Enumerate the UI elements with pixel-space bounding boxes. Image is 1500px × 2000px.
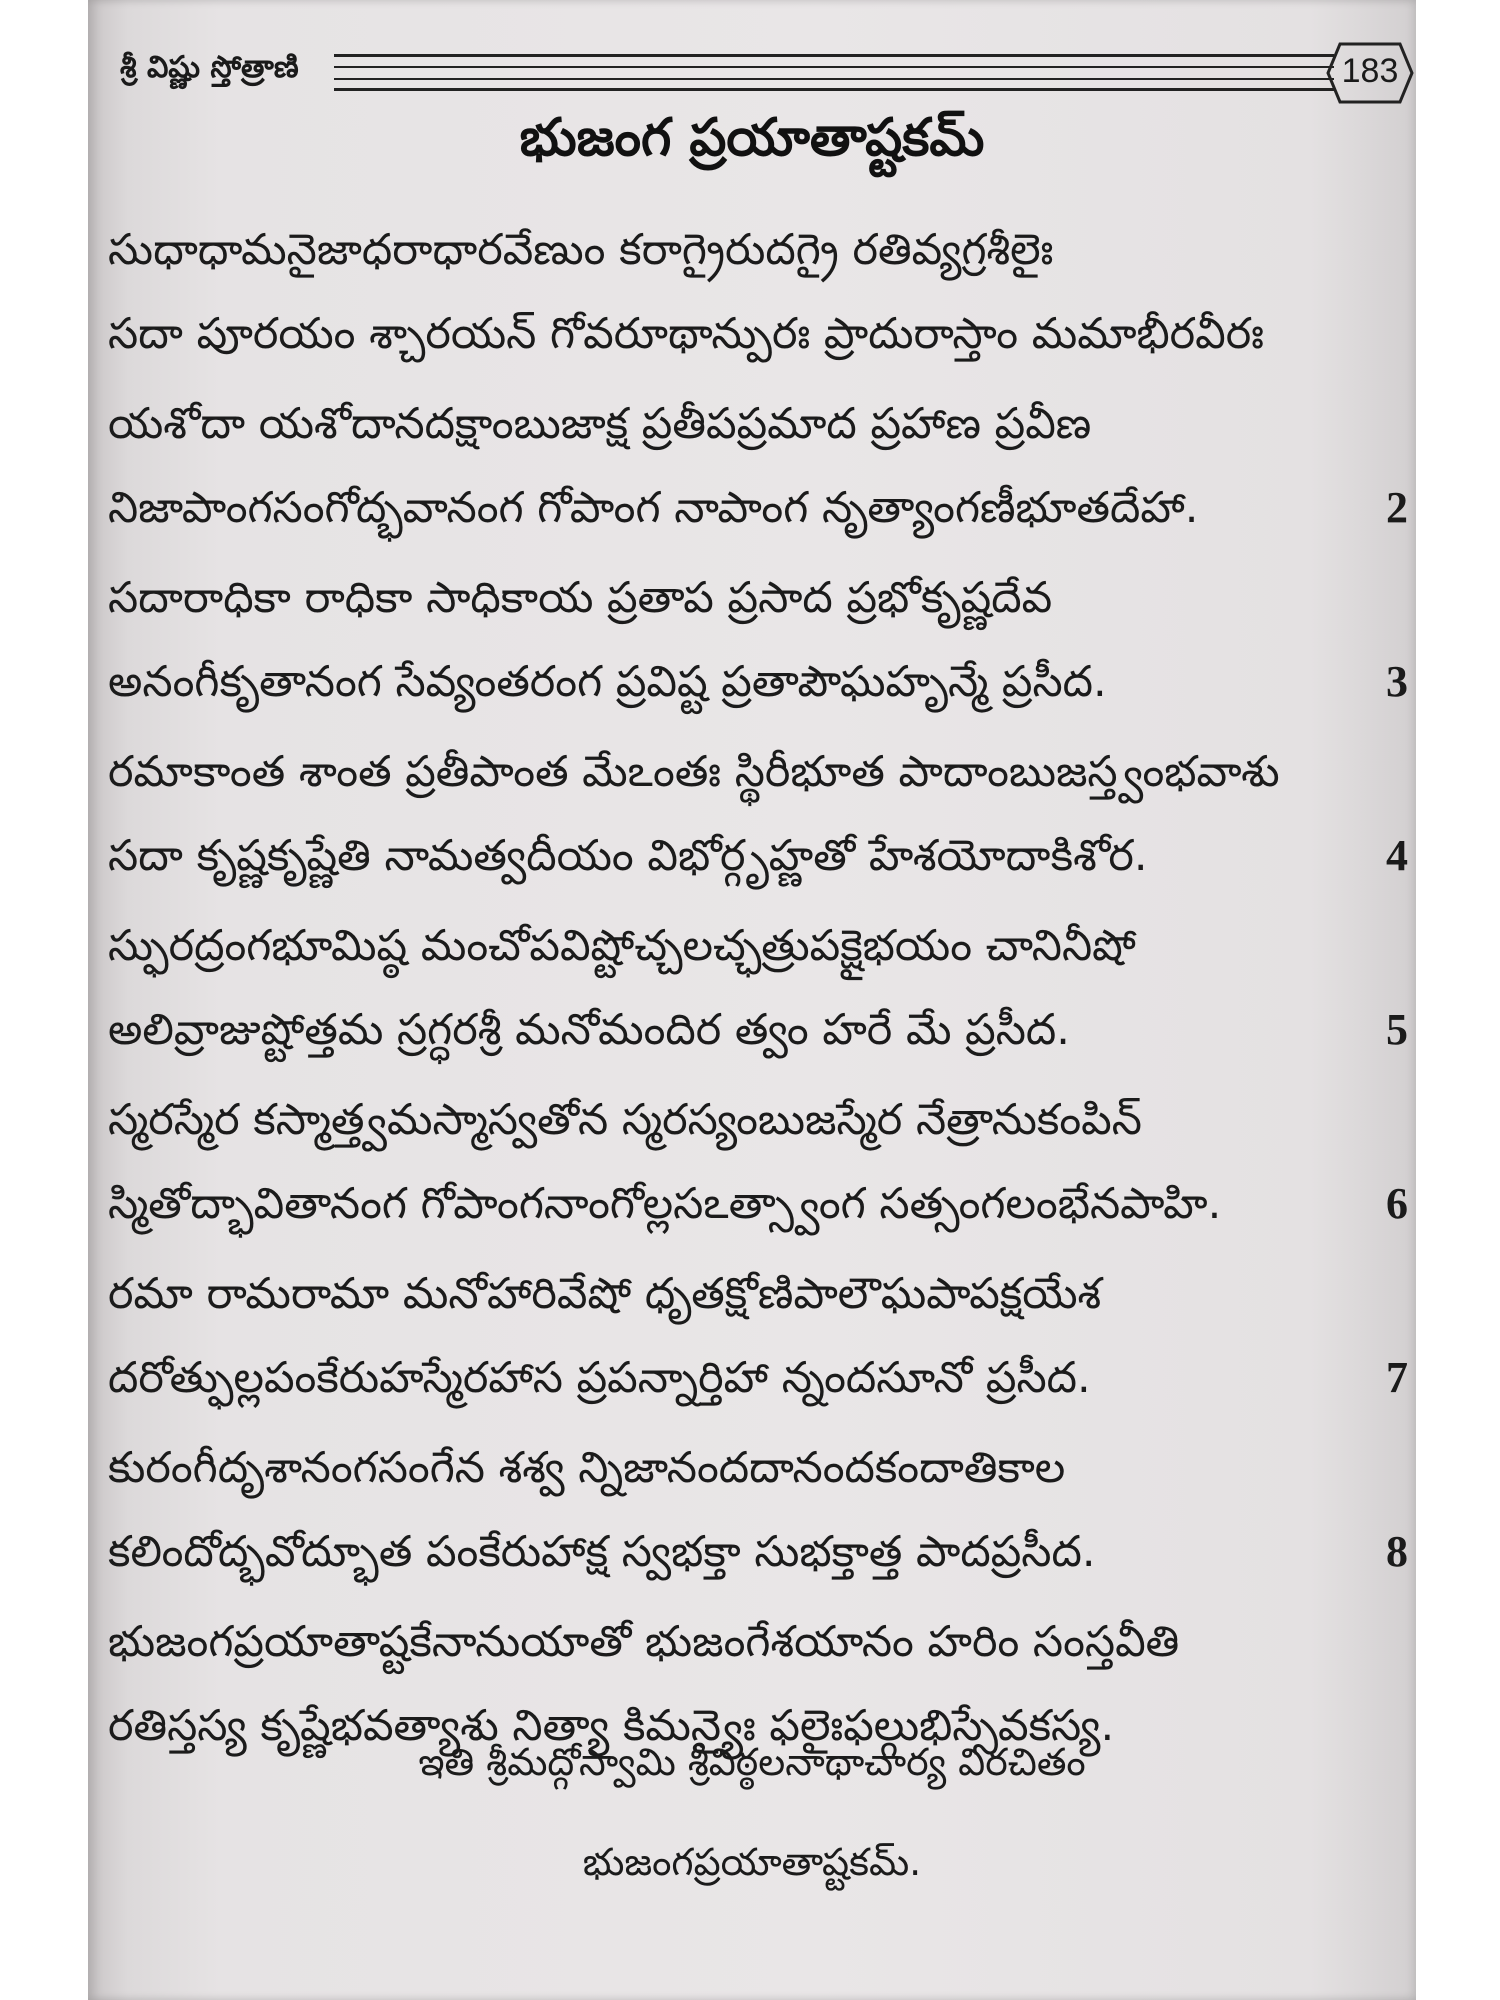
verse-line [108,814,1408,898]
verse-line-text: స్ఫురద్రంగభూమిష్ఠ మంచోపవిష్టోచ్చలచ్ఛత్రుపక్షైభయం చానినీషో [108,921,1136,971]
verse-block [108,730,1408,898]
verse-block [108,904,1408,1072]
verse-line [108,1252,1408,1336]
verse-block [108,382,1408,550]
verse-line-text: అలివ్రాజుష్టోత్తమ స్రగ్ధరశ్రీ మనోమందిర త్వం హరే మే ప్రసీద. [108,1005,1070,1055]
verse-line-text: రతిస్తస్య కృష్ణేభవత్యాశు నిత్యా కిమన్యైః ఫలైఃఫల్గుభిస్సేవకస్య. [108,1701,1115,1751]
verse-line-text: భుజంగప్రయాతాష్టకేనానుయాతో భుజంగేశయానం హరిం సంస్తవీతి [108,1617,1180,1667]
verse-line-text: యశోదా యశోదానదక్షాంబుజాక్ష ప్రతీపప్రమాద ప్రహాణ ప్రవీణ [108,399,1092,449]
verse-line [108,730,1408,814]
verse-line [108,1510,1408,1594]
verse-line-text: సుధాధామనైజాధరాధారవేణుం కరాగ్రైరుదగ్రై రతివ్యగ్రశీలైః [108,225,1054,275]
verse-block [108,1252,1408,1420]
verse-block [108,1078,1408,1246]
verse-line [108,208,1408,292]
verse-line-text: స్మితోద్భావితానంగ గోపాంగనాంగోల్లసఽత్స్వాంగ సత్సంగలంభేనపాహి. [108,1179,1222,1229]
verse-number: 4 [1386,831,1408,880]
verse-number: 5 [1386,1005,1408,1054]
verse-block [108,208,1408,376]
verse-block [108,556,1408,724]
verse-number: 3 [1386,657,1408,706]
verse-line [108,640,1408,724]
verse-line-text: కురంగీదృశానంగసంగేన శశ్వ న్నిజానందదానందకందాతికాల [108,1443,1066,1493]
verse-line-text: సదా కృష్ణకృష్ణేతి నామత్వదీయం విభోర్గృహ్ణతో హేశయోదాకిశోర. [108,831,1148,881]
verse-line [108,988,1408,1072]
verse-line [108,292,1408,376]
colophon-line-2: భుజంగప్రయాతాష్టకమ్. [582,1840,922,1884]
verse-number: 8 [1386,1527,1408,1576]
verse-number: 2 [1386,483,1408,532]
verse-line-text: సదారాధికా రాధికా సాధికాయ ప్రతాప ప్రసాద ప్రభోకృష్ణదేవ [108,573,1053,623]
verse-line-text: కలిందోద్భవోద్భూత పంకేరుహాక్ష స్వభక్తా సుభక్తాత్త పాదప్రసీద. [108,1527,1096,1577]
running-title: శ్రీ విష్ణు స్తోత్రాణి [120,50,299,85]
verse-line [108,904,1408,988]
verse-line-text: స్మరస్మేర కస్మాత్త్వమస్మాస్వతోన స్మరస్యంబుజస్మేర నేత్రానుకంపిన్ [108,1095,1142,1145]
verse-line [108,556,1408,640]
verse-block [108,1426,1408,1594]
page-number-badge [1326,40,1414,106]
page-title: భుజంగ ప్రయాతాష్టకమ్ [519,108,985,168]
verse-number: 7 [1386,1353,1408,1402]
verse-line [108,466,1408,550]
verse-line [108,1336,1408,1420]
verse-line-text: దరోత్ఫుల్లపంకేరుహస్మేరహాస ప్రపన్నార్తిహా న్నందసూనో ప్రసీద. [108,1353,1091,1403]
verse-number: 6 [1386,1179,1408,1228]
header-decorative-rule [334,52,1334,92]
verse-list [108,208,1408,1768]
colophon-line-1: ఇతి శ్రీమద్గోస్వామి శ్రీవిఠ్ఠలనాథాచార్య విరచితం [418,1740,1086,1784]
page-number: 183 [1341,52,1399,90]
verse-line [108,1600,1408,1684]
verse-line [108,1078,1408,1162]
verse-line-text: అనంగీకృతానంగ సేవ్యంతరంగ ప్రవిష్ట ప్రతాపౌఘహృన్మే ప్రసీద. [108,657,1107,707]
verse-line [108,1162,1408,1246]
verse-line [108,382,1408,466]
verse-line-text: నిజాపాంగసంగోద్భవానంగ గోపాంగ నాపాంగ నృత్యాంగణీభూతదేహా. [108,483,1199,533]
verse-line-text: రమా రామరామా మనోహారివేషో ధృతక్షోణిపాలౌఘపాపక్షయేశ [108,1269,1102,1319]
verse-line-text: సదా పూరయం శ్చారయన్ గోవరూథాన్పురః ప్రాదురాస్తాం మమాభీరవీరః [108,309,1264,359]
page-header [120,40,1410,114]
verse-line-text: రమాకాంత శాంత ప్రతీపాంత మేఽంతః స్థిరీభూత పాదాంబుజస్త్వంభవాశు [108,747,1280,797]
verse-line [108,1426,1408,1510]
